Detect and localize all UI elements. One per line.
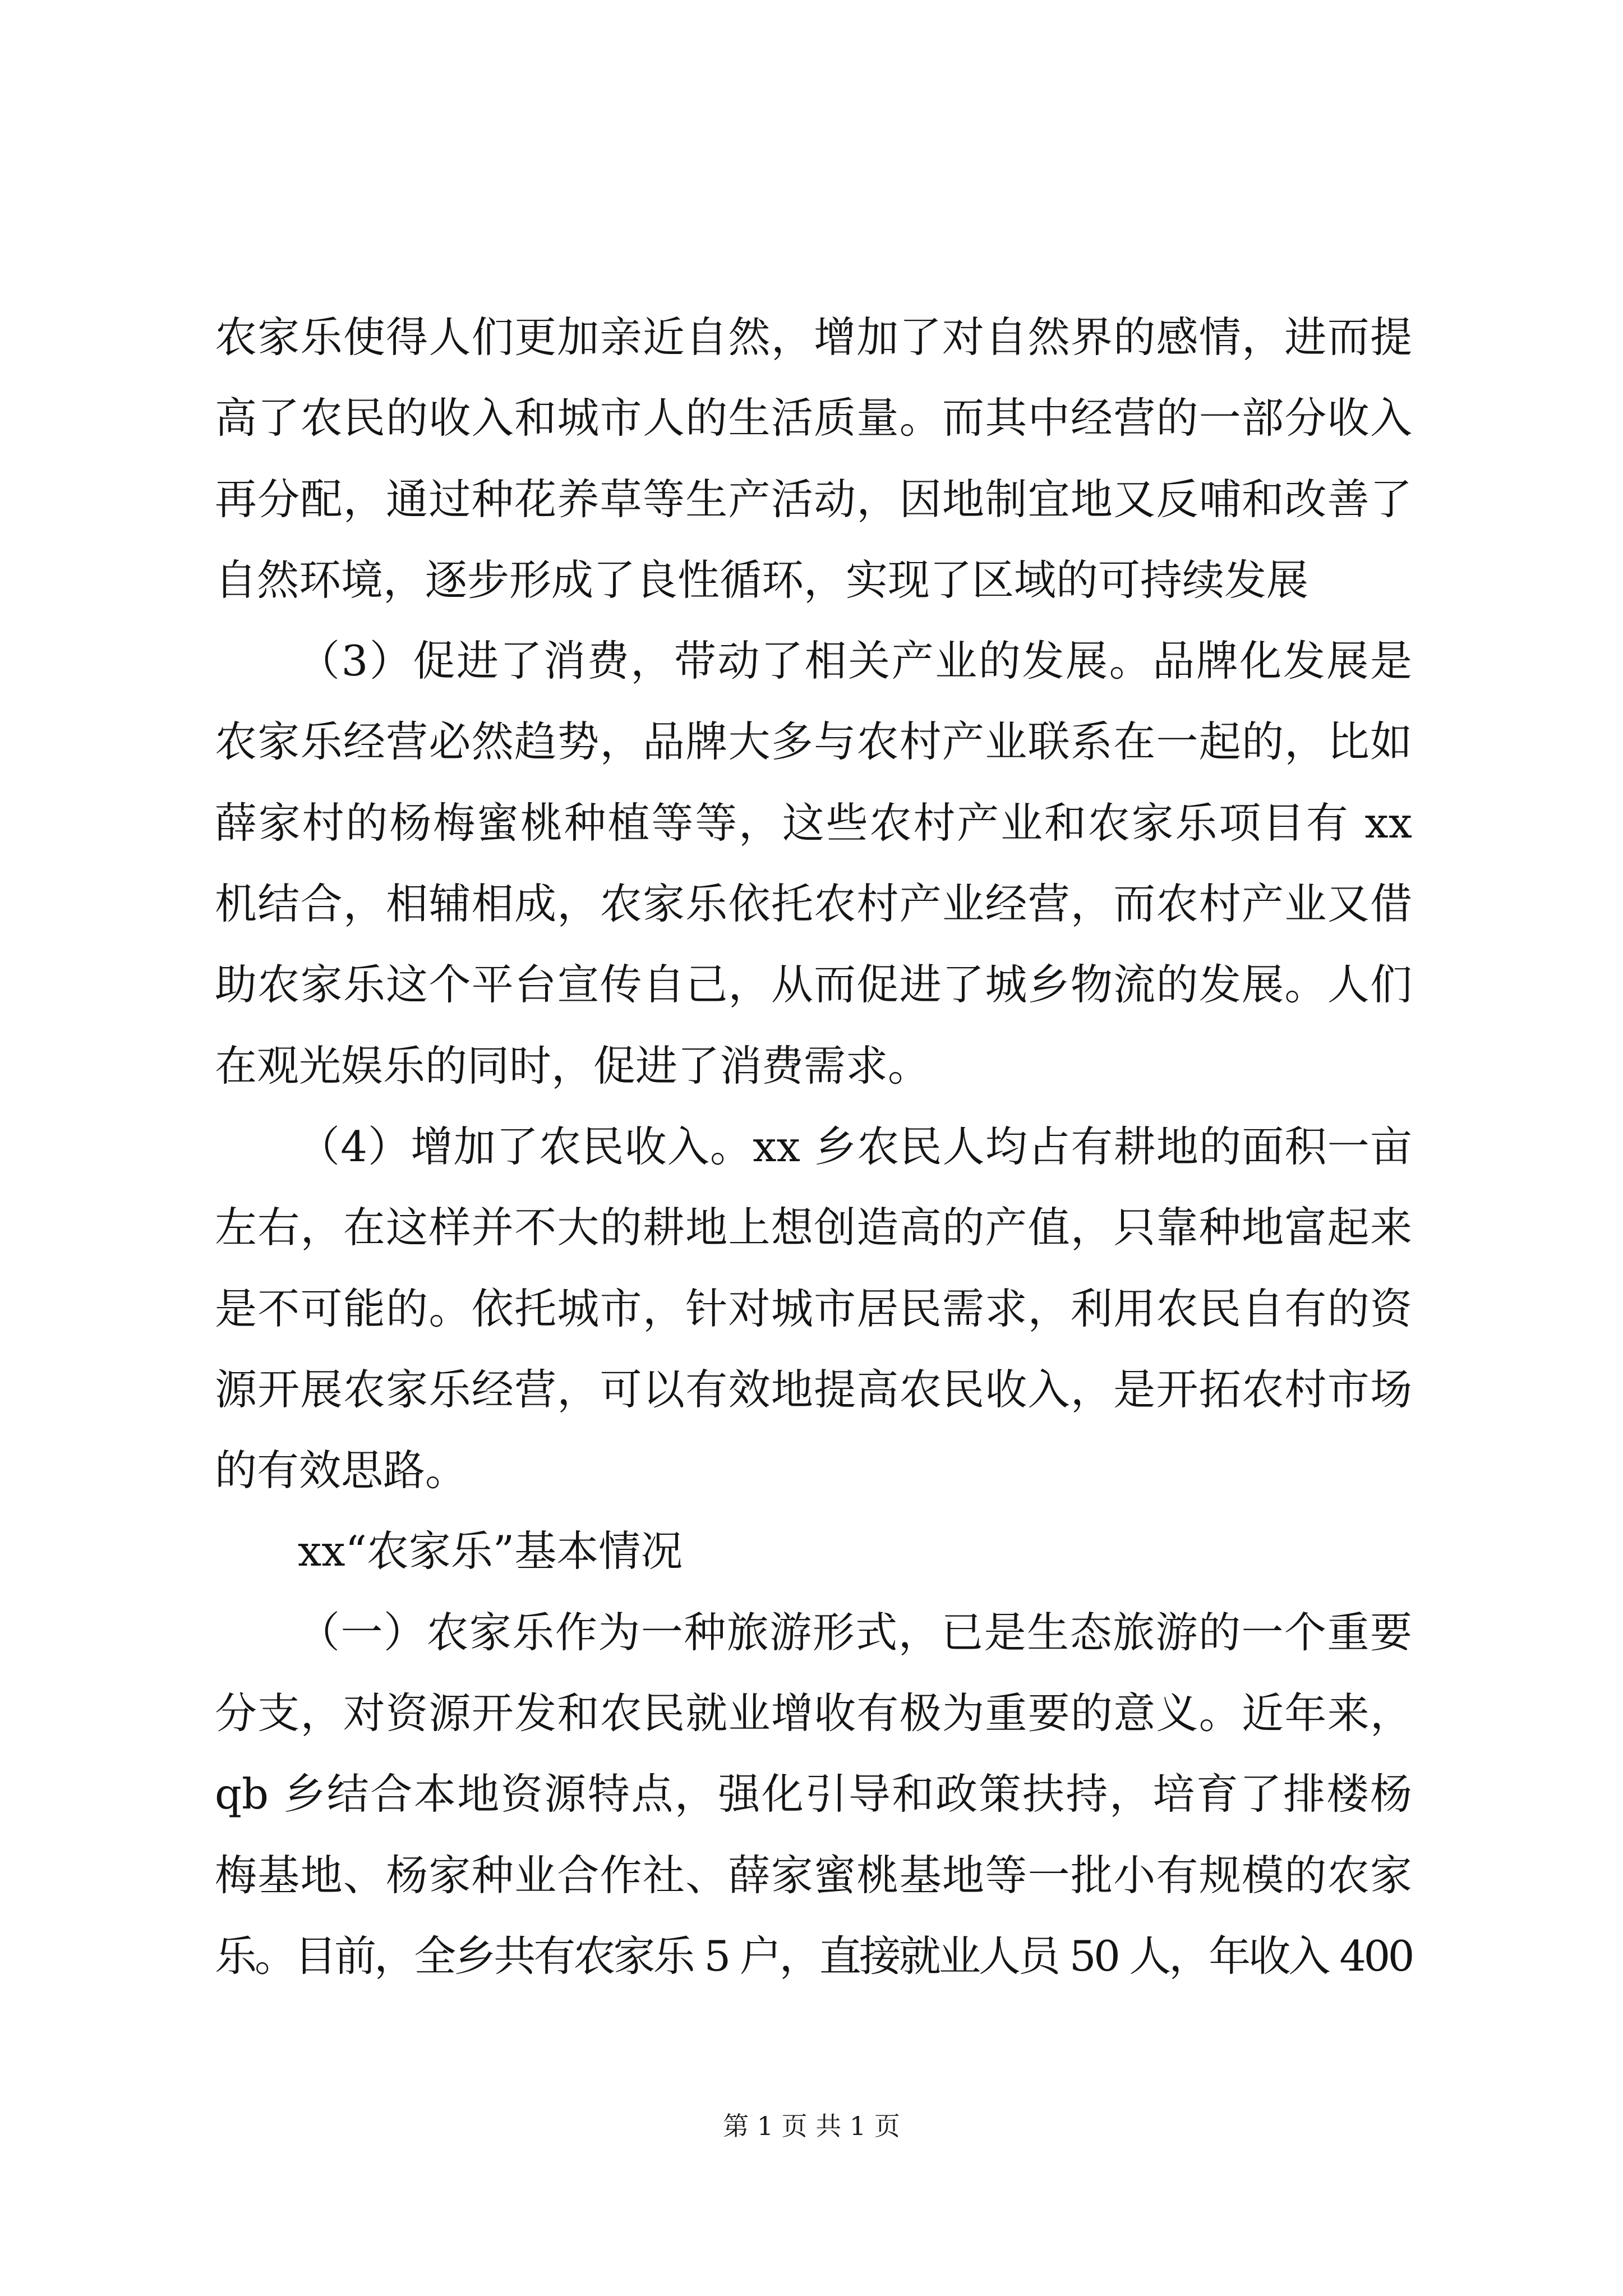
paragraph-line: 在观光娱乐的同时，促进了消费需求。 [215,1041,930,1091]
page-footer [0,2108,1623,2144]
paragraph-line: 源开展农家乐经营，可以有效地提高农民收入，是开拓农村市场 [215,1364,1412,1414]
paragraph-line: （3）促进了消费，带动了相关产业的发展。品牌化发展是 [298,636,1412,686]
paragraph-line: 再分配，通过种花养草等生产活动，因地制宜地又反哺和改善了 [215,474,1412,524]
paragraph-line: 分支，对资源开发和农民就业增收有极为重要的意义。近年来， [215,1688,1412,1738]
document-body [215,297,1412,1996]
paragraph-line: 薛家村的杨梅蜜桃种植等等，这些农村产业和农家乐项目有 xx [215,798,1412,848]
paragraph [215,1592,1412,1996]
paragraph-line: 农家乐经营必然趋势，品牌大多与农村产业联系在一起的，比如 [215,717,1412,767]
paragraph-line: 是不可能的。依托城市，针对城市居民需求，利用农民自有的资 [215,1283,1412,1333]
paragraph-line: （4）增加了农民收入。xx 乡农民人均占有耕地的面积一亩 [298,1121,1412,1171]
paragraph [215,620,1412,1106]
paragraph-line: （一）农家乐作为一种旅游形式，已是生态旅游的一个重要 [298,1607,1412,1657]
paragraph-line: 的有效思路。 [215,1446,468,1496]
paragraph-line: 左右，在这样并不大的耕地上想创造高的产值，只靠种地富起来 [215,1203,1412,1253]
section-heading-text: xx“农家乐”基本情况 [298,1526,683,1576]
paragraph-line: 乐。目前，全乡共有农家乐 5 户，直接就业人员 50 人，年收入 400 [215,1931,1412,1981]
paragraph-line: 高了农民的收入和城市人的生活质量。而其中经营的一部分收入 [215,393,1412,443]
paragraph [215,297,1412,620]
paragraph-line: 农家乐使得人们更加亲近自然，增加了对自然界的感情，进而提 [215,312,1412,362]
paragraph-line: 梅基地、杨家种业合作社、薛家蜜桃基地等一批小有规模的农家 [215,1850,1412,1900]
paragraph-line: 自然环境，逐步形成了良性循环，实现了区域的可持续发展 [215,555,1309,605]
section-heading [215,1511,1412,1591]
paragraph-line: qb 乡结合本地资源特点，强化引导和政策扶持，培育了排楼杨 [215,1769,1412,1819]
paragraph [215,1106,1412,1511]
paragraph-line: 助农家乐这个平台宣传自己，从而促进了城乡物流的发展。人们 [215,960,1412,1010]
page-number-label: 第 1 页 共 1 页 [723,2111,900,2141]
paragraph-line: 机结合，相辅相成，农家乐依托农村产业经营，而农村产业又借 [215,879,1412,929]
